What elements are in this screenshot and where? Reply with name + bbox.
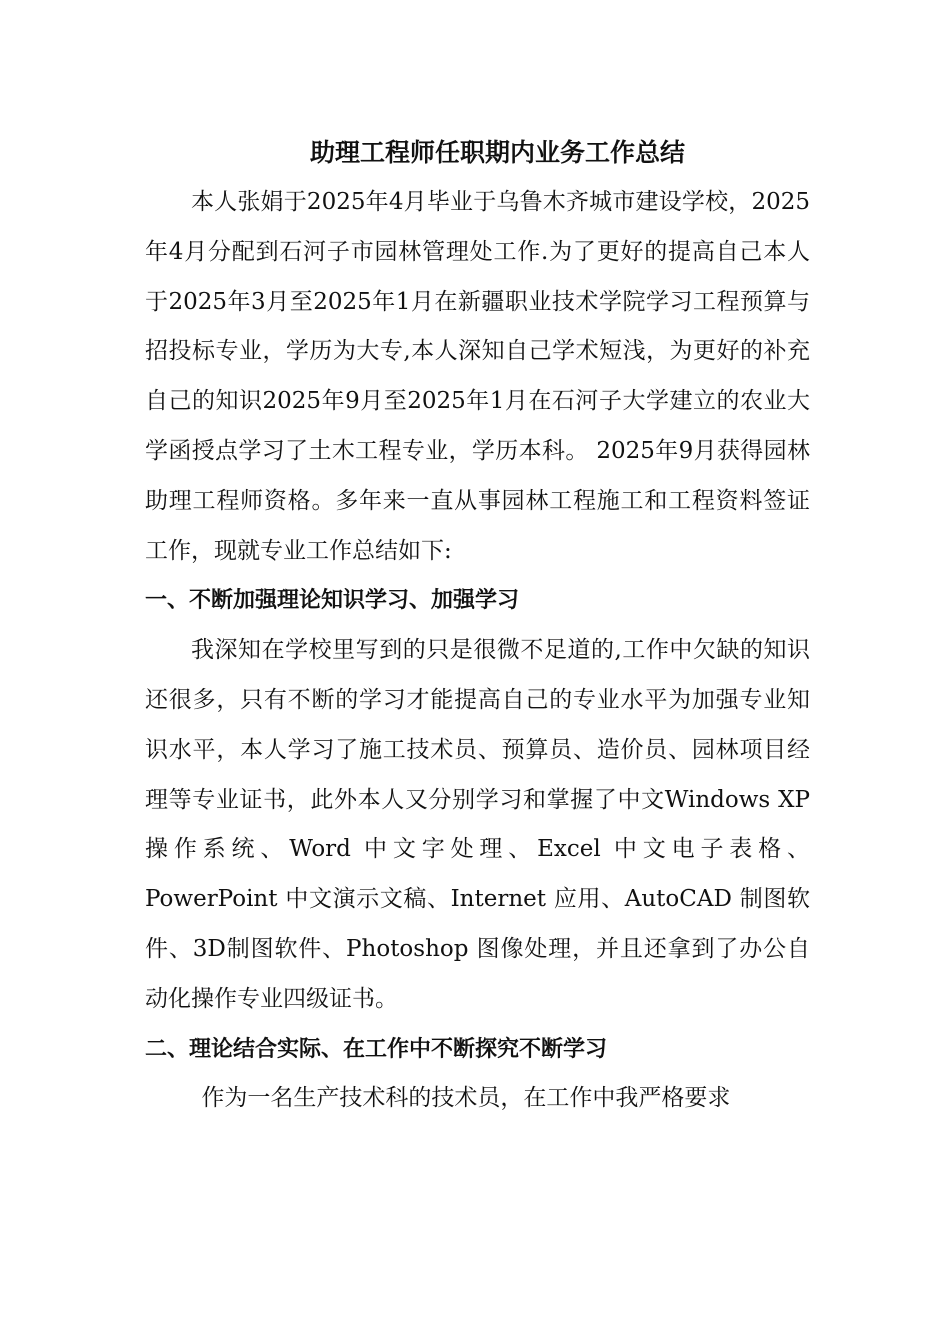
paragraph-intro: 本人张娟于2025年4月毕业于乌鲁木齐城市建设学校，2025年4月分配到石河子市园林管理处工作.为了更好的提高自己本人于2025年3月至2025年1月在新疆职业技术学院学习工程预算与招投标专业，学历为大专,本人深知自己学术短浅，为更好的补充自己的知识2025年9月至2025年1月在石河子大学建立的农业大学函授点学习了土木工程专业，学历本科。 2025年9月获得园林助理工程师资格。多年来一直从事园林工程施工和工程资料签证工作，现就专业工作总结如下:	[145, 189, 810, 564]
document-title: 助理工程师任职期内业务工作总结	[309, 138, 685, 167]
document-page	[145, 128, 810, 1124]
section-heading-1: 一、不断加强理论知识学习、加强学习	[145, 588, 520, 614]
paragraph-study: 我深知在学校里写到的只是很微不足道的,工作中欠缺的知识还很多，只有不断的学习才能提高自己的专业水平为加强专业知识水平，本人学习了施工技术员、预算员、造价员、园林项目经理等专业证书，此外本人又分别学习和掌握了中文Windows XP操作系统、Word 中文字处理、Excel 中文电子表格、PowerPoint 中文演示文稿、Internet 应用、AutoCAD 制图软件、3D制图软件、Photoshop 图像处理，并且还拿到了办公自动化操作专业四级证书。	[145, 637, 810, 1012]
section-heading-2: 二、理论结合实际、在工作中不断探究不断学习	[145, 1036, 608, 1062]
paragraph-practice: 作为一名生产技术科的技术员，在工作中我严格要求	[201, 1085, 731, 1112]
